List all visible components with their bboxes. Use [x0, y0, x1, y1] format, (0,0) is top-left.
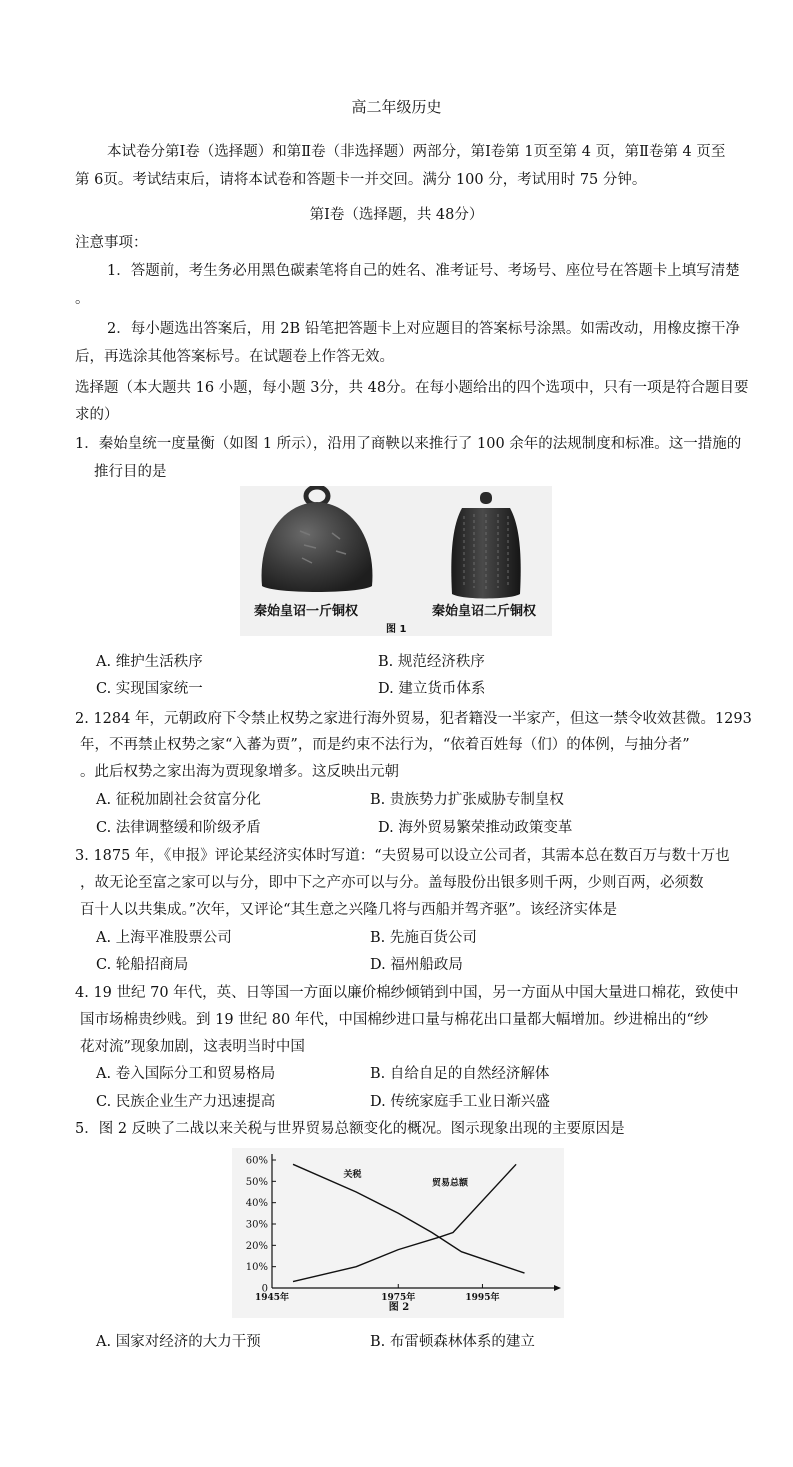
choice-intro-line-2: 求的）	[75, 407, 119, 423]
figure-1-label: 图 1	[386, 624, 407, 635]
q5-option-b[interactable]: B. 布雷顿森林体系的建立	[370, 1334, 535, 1350]
q1-option-b[interactable]: B. 规范经济秩序	[378, 654, 485, 670]
figure-1-caption-left: 秦始皇诏一斤铜权	[254, 604, 359, 619]
tariff-trade-chart	[232, 1148, 564, 1318]
q4-option-a[interactable]: A. 卷入国际分工和贸易格局	[96, 1066, 276, 1082]
q1-option-a[interactable]: A. 维护生活秩序	[96, 654, 203, 670]
q1-option-c[interactable]: C. 实现国家统一	[96, 681, 203, 697]
y-tick-label: 30%	[245, 1219, 268, 1231]
q3-option-c[interactable]: C. 轮船招商局	[96, 957, 189, 973]
y-tick-label: 20%	[245, 1240, 268, 1252]
x-tick-label: 1945年	[254, 1293, 290, 1303]
q4-option-d[interactable]: D. 传统家庭手工业日渐兴盛	[370, 1094, 550, 1110]
choice-intro-line-1: 选择题（本大题共 16 小题，每小题 3分，共 48分。在每小题给出的四个选项中，只有一项是符合题目要	[75, 380, 749, 396]
note-1-line-1: 1．答题前，考生务必用黑色碳素笔将自己的姓名、准考证号、考场号、座位号在答题卡上填写清楚	[107, 263, 740, 279]
figure-1-caption-right: 秦始皇诏二斤铜权	[432, 604, 537, 619]
q3-stem-line-1: 3. 1875 年，《申报》评论某经济实体时写道：“夫贸易可以设立公司者，其需本总在数百万与数十万也	[75, 848, 730, 864]
section-title: 第Ⅰ卷（选择题，共 48分）	[309, 207, 484, 223]
note-2-line-1: 2．每小题选出答案后，用 2B 铅笔把答题卡上对应题目的答案标号涂黑。如需改动，用橡皮擦干净	[107, 321, 740, 337]
q1-stem-line-1: 1．秦始皇统一度量衡（如图 1 所示），沿用了商鞅以来推行了 100 余年的法规制度和标准。这一措施的	[75, 436, 742, 452]
note-2-line-2: 后，再选涂其他答案标号。在试题卷上作答无效。	[75, 349, 394, 365]
q2-option-d[interactable]: D. 海外贸易繁荣推动政策变革	[378, 820, 573, 836]
notes-heading: 注意事项：	[75, 235, 148, 251]
q2-option-a[interactable]: A. 征税加剧社会贫富分化	[96, 792, 261, 808]
figure-2-chart	[232, 1148, 564, 1318]
q4-option-c[interactable]: C. 民族企业生产力迅速提高	[96, 1094, 276, 1110]
q2-option-b[interactable]: B. 贵族势力扩张威胁专制皇权	[370, 792, 564, 808]
q2-stem-line-1: 2. 1284 年，元朝政府下令禁止权势之家进行海外贸易，犯者籍没一半家产，但这一禁令收效甚微。1293	[75, 711, 752, 727]
q1-stem-line-2: 推行目的是	[94, 464, 167, 480]
q3-option-d[interactable]: D. 福州船政局	[370, 957, 463, 973]
x-tick-label: 1975年	[381, 1293, 416, 1303]
y-tick-label: 10%	[245, 1262, 268, 1274]
y-tick-label: 60%	[245, 1155, 268, 1167]
q4-stem-line-1: 4. 19 世纪 70 年代，英、日等国一方面以廉价棉纱倾销到中国，另一方面从中国大量进口棉花，致使中	[75, 985, 739, 1001]
intro-line-1: 本试卷分第Ⅰ卷（选择题）和第Ⅱ卷（非选择题）两部分，第Ⅰ卷第 1页至第 4 页，第Ⅱ卷第 4 页至	[107, 144, 726, 160]
q5-option-a[interactable]: A. 国家对经济的大力干预	[96, 1334, 261, 1350]
series-label-trade-total: 贸易总额	[431, 1178, 468, 1189]
y-tick-label: 40%	[245, 1198, 268, 1210]
note-1-line-2: 。	[75, 291, 90, 307]
q3-option-a[interactable]: A. 上海平准股票公司	[96, 930, 232, 946]
q4-stem-line-3: 花对流”现象加剧，这表明当时中国	[80, 1039, 305, 1055]
q4-stem-line-2: 国市场棉贵纱贱。到 19 世纪 80 年代，中国棉纱进口量与棉花出口量都大幅增加。纱进棉出的“纱	[80, 1012, 709, 1028]
q4-option-b[interactable]: B. 自给自足的自然经济解体	[370, 1066, 550, 1082]
series-label-tariff: 关税	[343, 1170, 362, 1181]
x-tick-label: 1995年	[465, 1293, 500, 1303]
q2-option-c[interactable]: C. 法律调整缓和阶级矛盾	[96, 820, 261, 836]
figure-2-label: 图 2	[388, 1302, 410, 1313]
q2-stem-line-3: 。此后权势之家出海为贾现象增多。这反映出元朝	[80, 764, 399, 780]
y-tick-label: 50%	[245, 1176, 268, 1188]
intro-line-2: 第 6页。考试结束后，请将本试卷和答题卡一并交回。满分 100 分，考试用时 75 分钟。	[75, 172, 647, 188]
y-tick-label: 0	[261, 1283, 268, 1295]
q3-stem-line-3: 百十人以共集成。”次年，又评论“其生意之兴隆几将与西船并驾齐驱”。该经济实体是	[80, 902, 617, 918]
q3-stem-line-2: ，故无论至富之家可以与分，即中下之产亦可以与分。盖每股份出银多则千两，少则百两，必须数	[80, 875, 704, 891]
q5-stem-line-1: 5．图 2 反映了二战以来关税与世界贸易总额变化的概况。图示现象出现的主要原因是	[75, 1121, 625, 1137]
q1-option-d[interactable]: D. 建立货币体系	[378, 681, 486, 697]
q2-stem-line-2: 年，不再禁止权势之家“入蕃为贾”，而是约束不法行为，“依着百姓每（们）的体例，与抽分者”	[80, 737, 690, 753]
page-title: 高二年级历史	[351, 98, 442, 116]
figure-1-bronze-weights	[240, 486, 552, 636]
q3-option-b[interactable]: B. 先施百货公司	[370, 930, 477, 946]
